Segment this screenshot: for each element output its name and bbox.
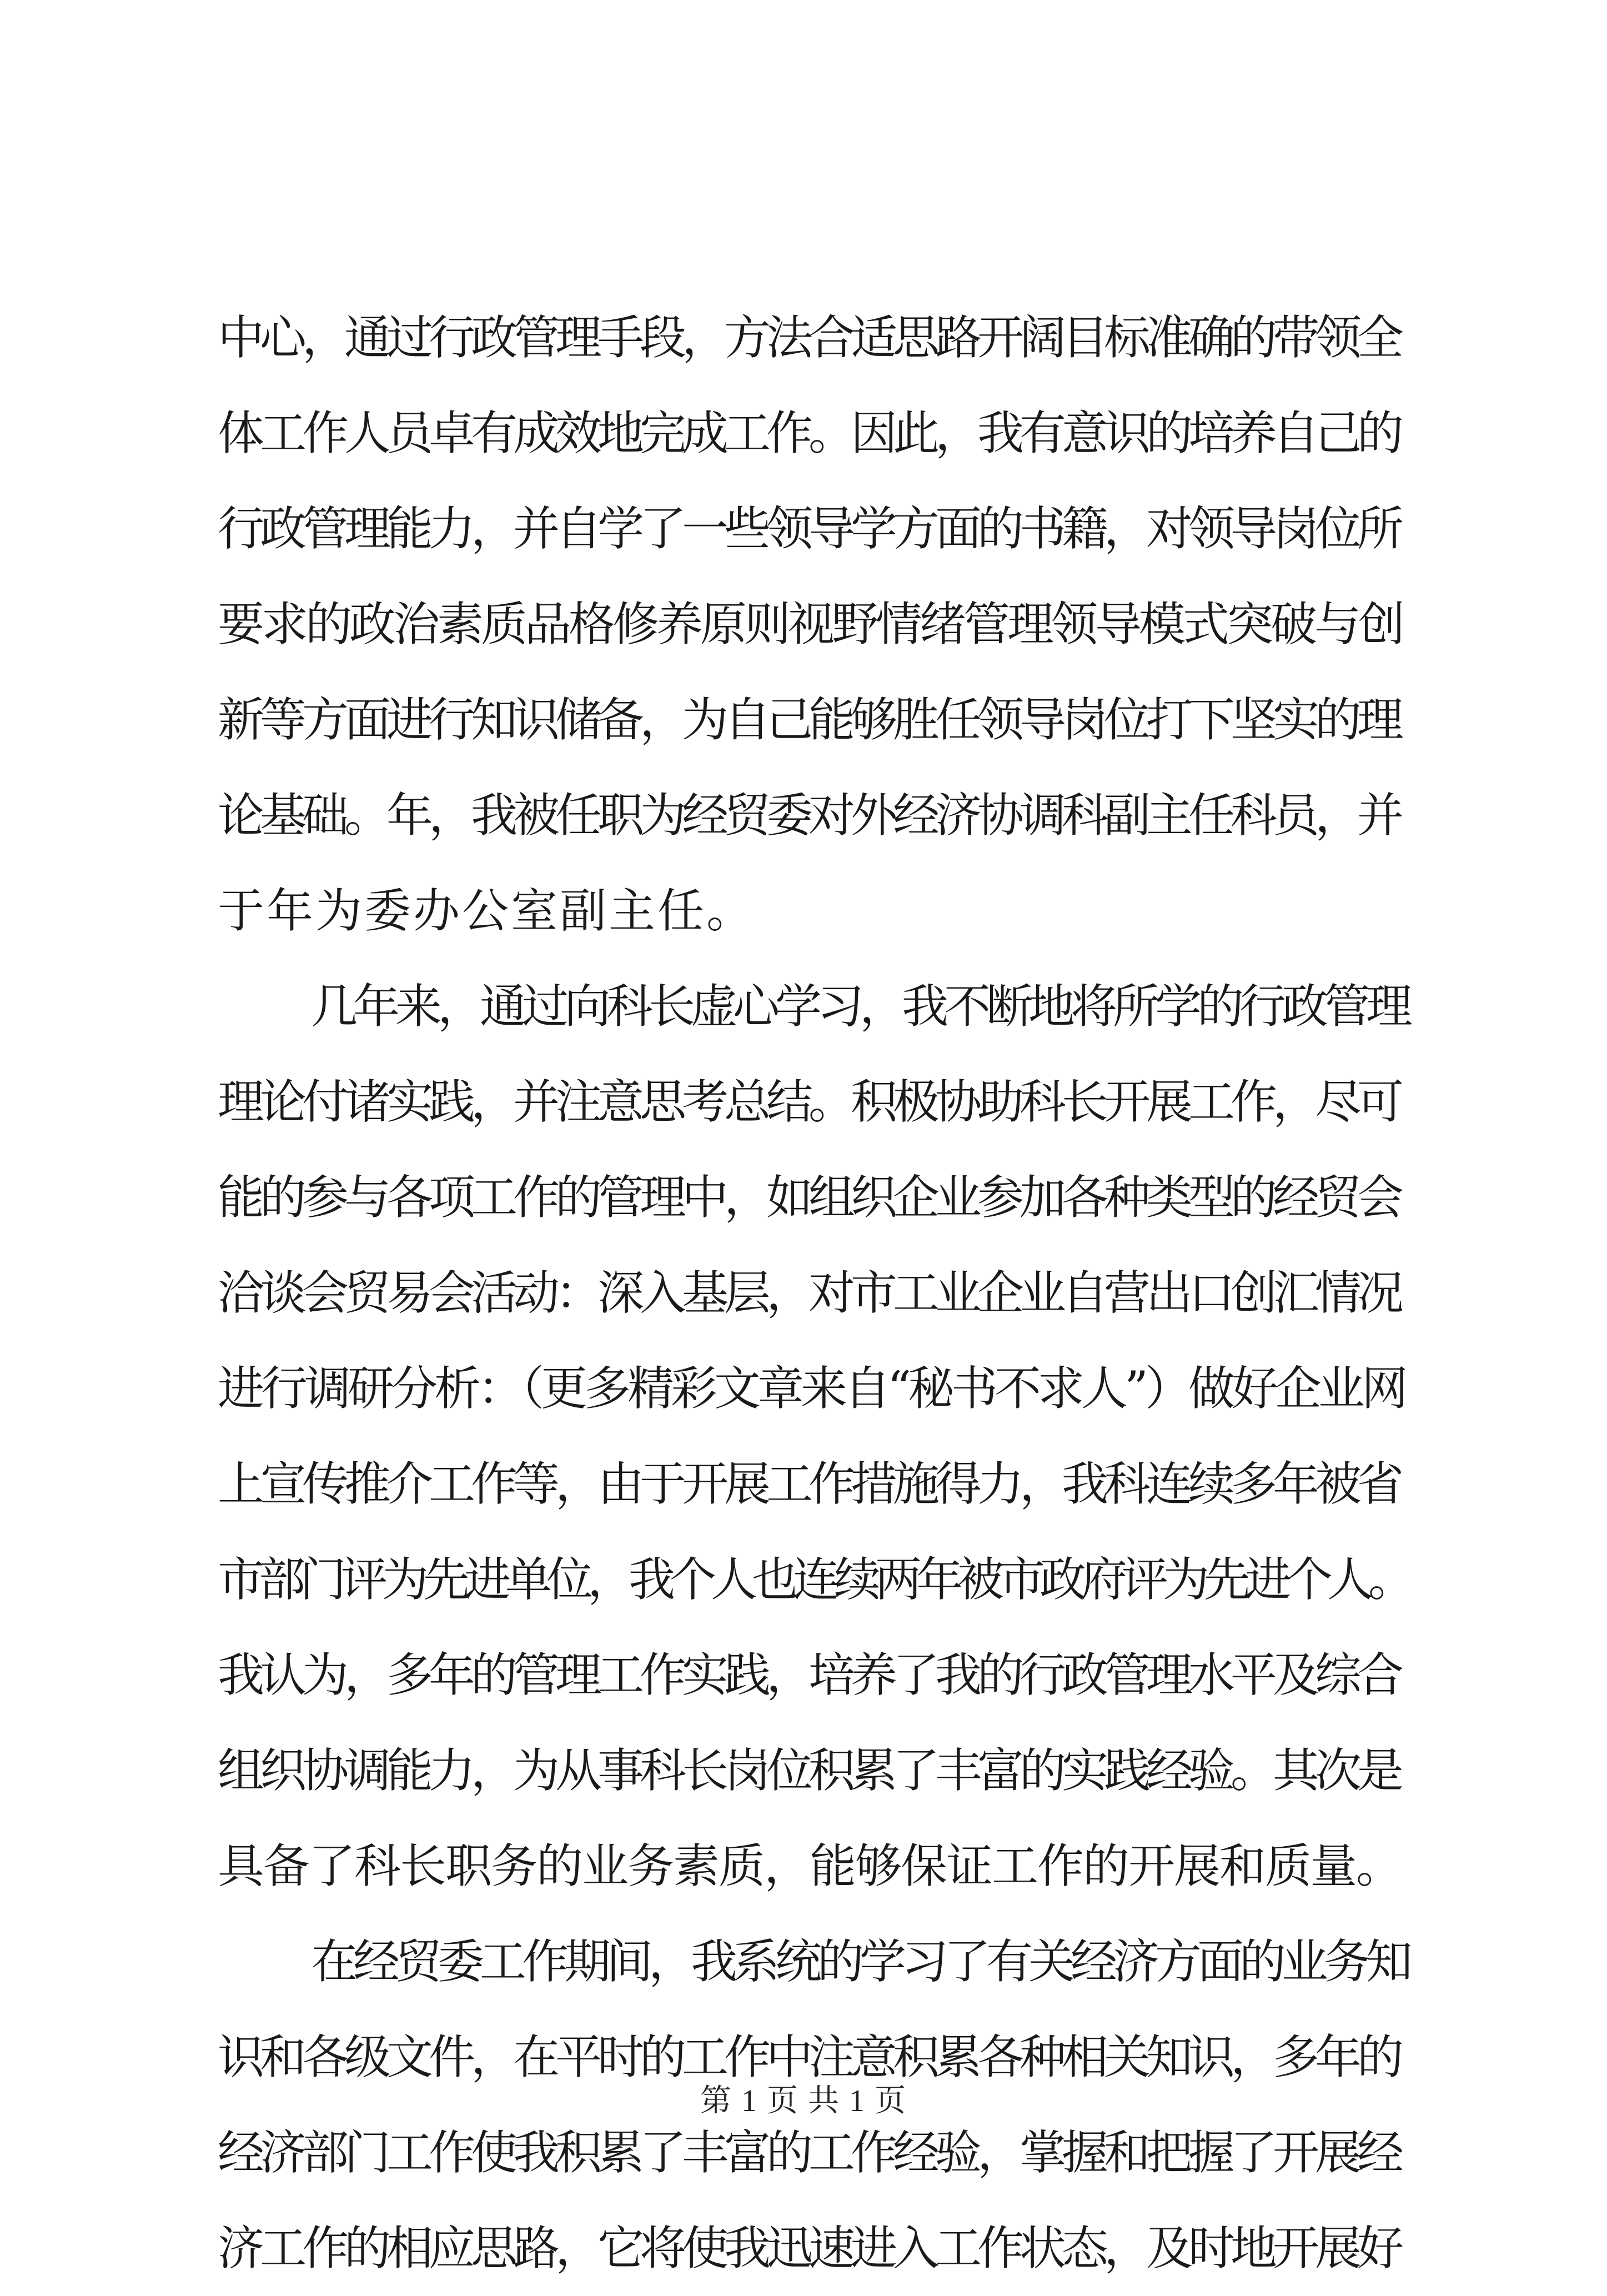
text-line: 组织协调能力，为从事科长岗位积累了丰富的实践经验。其次是 bbox=[218, 1743, 1400, 1798]
text-line: 具备了科长职务的业务素质，能够保证工作的开展和质量。 bbox=[218, 1839, 1402, 1893]
text-line: 中心，通过行政管理手段，方法合适思路开阔目标准确的带领全 bbox=[218, 310, 1400, 365]
text-line: 济工作的相应思路，它将使我迅速进入工作状态，及时地开展好 bbox=[218, 2221, 1400, 2275]
text-line: 进行调研分析：（更多精彩文章来自“秘书不求人”）做好企业网 bbox=[218, 1361, 1405, 1416]
text-line: 我认为，多年的管理工作实践，培养了我的行政管理水平及综合 bbox=[218, 1648, 1400, 1702]
text-line: 要求的政治素质品格修养原则视野情绪管理领导模式突破与创 bbox=[218, 597, 1403, 651]
body-text bbox=[218, 290, 1412, 2296]
text-line: 洽谈会贸易会活动：深入基层，对市工业企业自营出口创汇情况 bbox=[218, 1266, 1400, 1320]
text-line: 新等方面进行知识储备，为自己能够胜任领导岗位打下坚实的理 bbox=[218, 693, 1400, 747]
text-line: 行政管理能力，并自学了一些领导学方面的书籍，对领导岗位所 bbox=[218, 502, 1400, 556]
text-line: 论基础。年，我被任职为经贸委对外经济协调科副主任科员，并 bbox=[218, 788, 1400, 843]
text-line: 能的参与各项工作的管理中，如组织企业参加各种类型的经贸会 bbox=[218, 1170, 1400, 1225]
text-line: 市部门评为先进单位，我个人也连续两年被市政府评为先进个人。 bbox=[218, 1552, 1410, 1607]
text-line: 经济部门工作使我积累了丰富的工作经验，掌握和把握了开展经 bbox=[218, 2125, 1400, 2180]
text-line: 体工作人员卓有成效地完成工作。因此，我有意识的培养自己的 bbox=[218, 406, 1400, 460]
text-line: 识和各级文件，在平时的工作中注意积累各种相关知识，多年的 bbox=[218, 2030, 1400, 2084]
text-line: 上宣传推介工作等，由于开展工作措施得力，我科连续多年被省 bbox=[218, 1457, 1400, 1511]
text-line: 几年来，通过向科长虚心学习，我不断地将所学的行政管理 bbox=[311, 979, 1409, 1034]
text-line: 于年为委办公室副主任。 bbox=[218, 884, 756, 938]
text-line: 在经贸委工作期间，我系统的学习了有关经济方面的业务知 bbox=[311, 1934, 1409, 1989]
page-footer: 第 1 页 共 1 页 bbox=[700, 2084, 907, 2118]
text-line: 理论付诸实践，并注意思考总结。积极协助科长开展工作，尽可 bbox=[218, 1075, 1400, 1129]
